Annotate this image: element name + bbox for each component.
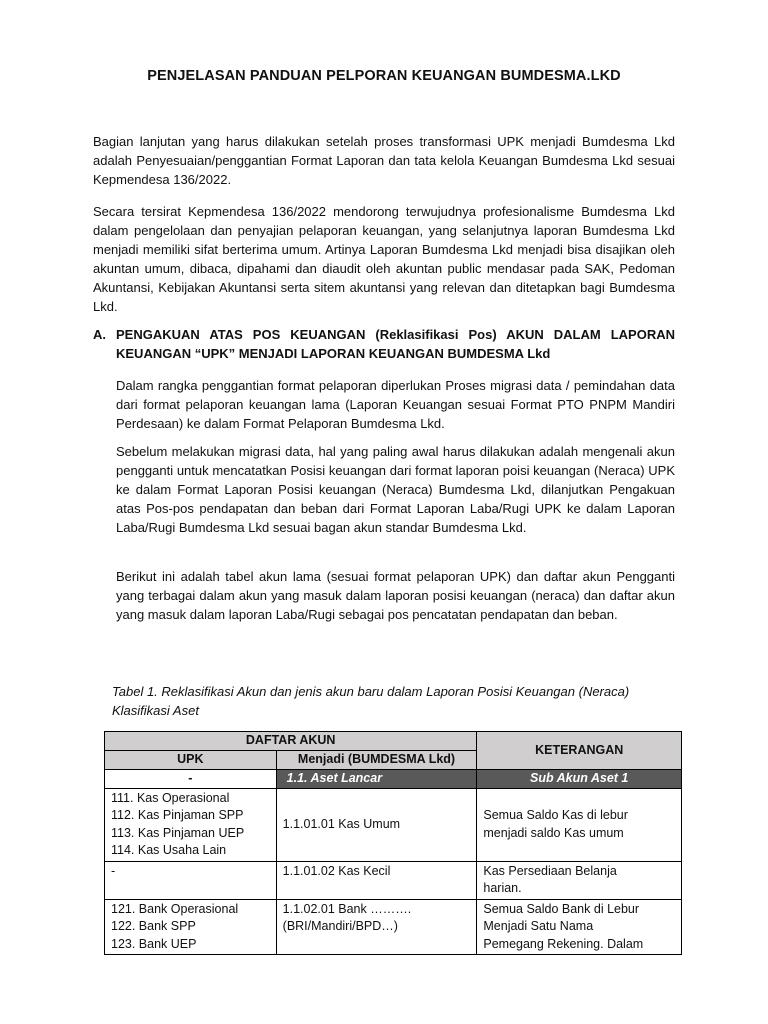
row-2-upk-line: - [111,863,116,878]
row-3-bumdesma-line: (BRI/Mandiri/BPD…) [282,919,398,933]
table-group-row [105,770,682,789]
row-3-keterangan-cell [477,899,682,955]
row-3-keterangan-line: Pemegang Rekening. Dalam [483,936,644,951]
group-keterangan-cell: Sub Akun Aset 1 [477,770,682,789]
group-bumdesma-cell: 1.1. Aset Lancar [276,770,477,789]
row-3-bumdesma-cell [276,899,477,955]
table-caption [112,682,677,720]
header-daftar-akun: DAFTAR AKUN [105,732,477,751]
section-a-paragraph-1: Dalam rangka penggantian format pelaporan diperlukan Proses migrasi data / pemindahan data dari format pelaporan keuangan lama (Laporan Keuangan sesuai Format PTO PNPM Mandiri Perdesaan) ke dalam Format Pelaporan Bumdesma Lkd. [116,378,675,431]
table-row [105,788,682,861]
table-row [105,861,682,899]
row-1-upk-cell [105,788,277,861]
header-keterangan: KETERANGAN [477,732,682,770]
section-a-heading [93,325,675,363]
row-1-bumdesma-cell [276,788,477,861]
table-row [105,899,682,955]
row-1-upk-line: 112. Kas Pinjaman SPP [111,808,244,822]
row-1-keterangan-line: Semua Saldo Kas di lebur [483,808,628,822]
row-1-keterangan-cell [477,788,682,861]
row-2-keterangan-line: Kas Persediaan Belanja [483,863,617,878]
row-3-upk-line: 121. Bank Operasional [111,901,239,916]
group-upk-cell: - [105,770,277,789]
row-3-upk-line: 122. Bank SPP [111,919,196,933]
row-2-keterangan-line: harian. [483,881,522,895]
row-1-keterangan-line: menjadi saldo Kas umum [483,825,624,840]
header-upk: UPK [105,751,277,770]
section-a-letter: A. [93,327,106,342]
row-3-upk-line: 123. Bank UEP [111,936,197,951]
table-caption-line-1: Tabel 1. Reklasifikasi Akun dan jenis akun baru dalam Laporan Posisi Keuangan (Neraca) [112,684,630,699]
table-caption-line-2: Klasifikasi Aset [112,703,199,718]
row-2-upk-cell [105,861,277,899]
intro-paragraph-2: Secara tersirat Kepmendesa 136/2022 mendorong terwujudnya profesionalisme Bumdesma Lkd dalam pengelolaan dan penyajian pelaporan keuangan, yang selanjutnya laporan Bumdesma Lkd menjadi memiliki sifat berterima umum. Artinya Laporan Bumdesma Lkd menjadi bisa disajikan oleh akuntan umum, dibaca, dipahami dan diaudit oleh akuntan public mendasar pada SAK, Pedoman Akuntansi, Kebijakan Akuntansi serta sitem akuntansi yang relevan dan ditetapkan bagi Bumdesma Lkd. [93,204,675,314]
document-title: PENJELASAN PANDUAN PELPORAN KEUANGAN BUMDESMA.LKD [147,68,621,84]
row-2-bumdesma-line: 1.1.01.02 Kas Kecil [282,863,391,878]
row-2-keterangan-cell [477,861,682,899]
row-1-upk-line: 113. Kas Pinjaman UEP [111,825,245,840]
row-1-upk-line: 114. Kas Usaha Lain [111,843,227,857]
account-reclassification-table [104,731,682,955]
row-3-bumdesma-line: 1.1.02.01 Bank ………. [282,901,412,916]
row-3-keterangan-line: Semua Saldo Bank di Lebur [483,901,640,916]
row-3-upk-cell [105,899,277,955]
row-1-bumdesma-line: 1.1.01.01 Kas Umum [282,816,401,831]
row-2-bumdesma-cell [276,861,477,899]
row-3-keterangan-line: Menjadi Satu Nama [483,919,594,933]
section-a-heading-text: PENGAKUAN ATAS POS KEUANGAN (Reklasifikasi Pos) AKUN DALAM LAPORAN KEUANGAN “UPK” MENJADI LAPORAN KEUANGAN BUMDESMA Lkd [116,327,675,361]
intro-paragraph-1: Bagian lanjutan yang harus dilakukan setelah proses transformasi UPK menjadi Bumdesma Lkd adalah Penyesuaian/penggantian Format Laporan dan tata kelola Keuangan Bumdesma Lkd sesuai Kepmendesa 136/2022. [93,134,675,187]
header-bumdesma: Menjadi (BUMDESMA Lkd) [276,751,477,770]
row-1-upk-line: 111. Kas Operasional [111,790,230,805]
section-a-paragraph-2: Sebelum melakukan migrasi data, hal yang paling awal harus dilakukan adalah mengenali akun pengganti untuk mencatatkan Posisi keuangan dari format laporan poisi keuangan (Neraca) UPK ke dalam Format Laporan Posisi keuangan (Neraca) Bumdesma Lkd, dilanjutkan Pengakuan atas Pos-pos pendapatan dan beban dari Format Laporan Laba/Rugi UPK ke dalam Laporan Laba/Rugi Bumdesma Lkd sesuai bagan akun standar Bumdesma Lkd. [116,444,675,535]
section-a-paragraph-3: Berikut ini adalah tabel akun lama (sesuai format pelaporan UPK) dan daftar akun Pengganti yang terbagai dalam akun yang masuk dalam laporan posisi keuangan (neraca) dan daftar akun yang masuk dalam laporan Laba/Rugi sebagai pos pencatatan pendapatan dan beban. [116,569,675,622]
